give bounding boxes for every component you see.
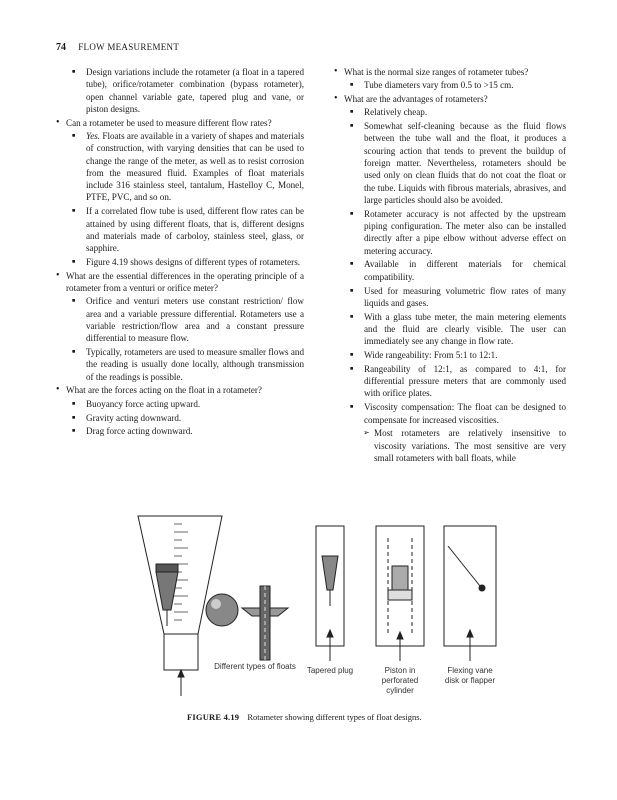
item-text: Wide rangeability: From 5:1 to 12:1. — [364, 350, 498, 361]
item-text: Used for measuring volumetric flow rates of many liquids and gases. — [364, 285, 566, 308]
bullet-item — [56, 205, 304, 254]
label-flexing-vane: Flexing vane disk or flapper — [444, 666, 496, 685]
item-text: With a glass tube meter, the main metering elements and the fluid are clearly visible. The user can immediately see any change in flow rate. — [364, 311, 566, 347]
ball-float — [206, 594, 238, 626]
question-item — [56, 270, 304, 295]
right-text-column — [334, 66, 566, 464]
bullet-item — [334, 363, 566, 400]
item-text: Somewhat self-cleaning because as the fluid flows between the tube wall and the float, it produces a scouring action that tends to prevent the buildup of foreign matter. Nevertheless, rotameters should be used only on clean fluids that do not coat the float or the tube. Liquids with fibrous materials, abrasives, and large particles should also be avoided. — [364, 121, 566, 205]
question-item — [334, 66, 566, 78]
question-item — [334, 93, 566, 105]
piston-meter — [376, 526, 424, 661]
item-text: Typically, rotameters are used to measure smaller flows and the reading is usually done locally, although transmission of the readings is possible. — [86, 347, 304, 382]
bullet-item — [334, 311, 566, 348]
item-text: Orifice and venturi meters use constant restriction/ flow area and a variable pressure differential. Rotameters use a variable restriction/flow area and a constant pressure differential to measure flow. — [86, 296, 304, 344]
item-text: Relatively cheap. — [364, 107, 428, 118]
piston — [392, 566, 408, 590]
conical-float — [156, 564, 178, 626]
disk-float — [242, 586, 288, 660]
bullet-item — [334, 258, 566, 283]
vane-flow-arrow — [467, 630, 473, 637]
item-text: What is the normal size ranges of rotameter tubes? — [344, 67, 529, 77]
figure-caption-label: FIGURE 4.19 — [187, 712, 240, 722]
item-text: Can a rotameter be used to measure different flow rates? — [66, 117, 272, 128]
item-text: What are the advantages of rotameters? — [344, 94, 488, 105]
bullet-item — [334, 79, 566, 91]
bullet-item — [56, 412, 304, 424]
inlet-fitting — [164, 634, 198, 670]
vane-pivot — [479, 585, 485, 591]
question-item — [56, 384, 304, 396]
tapered-plug — [322, 556, 338, 590]
bullet-item — [56, 398, 304, 410]
vane-housing — [444, 526, 496, 646]
flexing-vane-meter — [444, 526, 496, 661]
question-item — [56, 117, 304, 129]
item-text: What are the essential differences in the operating principle of a rotameter from a venturi or orifice meter? — [66, 270, 304, 294]
item-text: Most rotameters are relatively insensitive to viscosity variations. The most sensitive are very small rotameters with ball floats, while — [374, 428, 566, 463]
bullet-item — [334, 208, 566, 257]
bullet-item — [56, 425, 304, 437]
item-text: Rotameter accuracy is not affected by the upstream piping configuration. The meter also can be installed directly after a pipe elbow without adverse effect on metering accuracy. — [364, 208, 566, 256]
bullet-item — [56, 130, 304, 204]
running-header — [56, 42, 179, 53]
item-text: Drag force acting downward. — [86, 426, 193, 437]
bullet-item — [334, 120, 566, 206]
plug-flow-arrow — [327, 630, 333, 637]
piston-flow-arrow — [397, 632, 403, 639]
label-tapered-plug: Tapered plug — [306, 666, 354, 675]
bullet-item — [334, 285, 566, 310]
item-text: Gravity acting downward. — [86, 412, 182, 423]
figure-4-19 — [130, 486, 510, 700]
bullet-item — [56, 346, 304, 383]
item-text: What are the forces acting on the float in a rotameter? — [66, 385, 262, 396]
item-text: Available in different materials for chemical compatibility. — [364, 259, 566, 282]
sub-bullet-item — [334, 427, 566, 464]
item-text: Floats are available in a variety of shapes and materials of construction, with varying densities that can be used to change the range of the meter, as well as to resist corrosion from the measured fluid. Examples of float materials include 316 stainless steel, tantalum, Hastelloy C, Monel, PTFE, PVC, and so on. — [86, 130, 304, 203]
item-text: If a correlated flow tube is used, different flow rates can be attained by using different floats, that is, different designs and materials made of carboloy, stainless steel, glass, or sapphire. — [86, 206, 304, 254]
item-text: Buoyancy force acting upward. — [86, 398, 201, 409]
figure-caption — [187, 712, 422, 722]
item-text: Rangeability of 12:1, as compared to 4:1, for differential pressure meters that are commonly used with orifice plates. — [364, 363, 566, 399]
bullet-item — [334, 401, 566, 426]
item-text: Tube diameters vary from 0.5 to >15 cm. — [364, 80, 514, 91]
bullet-item — [56, 66, 304, 115]
bullet-item — [334, 106, 566, 118]
item-text: Figure 4.19 shows designs of different types of rotameters. — [86, 256, 301, 267]
item-text: Design variations include the rotameter (a float in a tapered tube), orifice/rotameter combination (bypass rotameter), open channel variable gate, tapered plug and vane, or piston designs. — [86, 67, 304, 114]
bullet-item — [56, 256, 304, 268]
flow-arrow-head — [178, 670, 184, 677]
bullet-item — [56, 295, 304, 344]
emphasis-text: Yes. — [86, 130, 101, 141]
label-different-floats: Different types of floats — [214, 662, 296, 671]
tapered-plug-meter — [316, 526, 344, 661]
label-piston: Piston in perforated cylinder — [381, 666, 419, 695]
item-text: Viscosity compensation: The float can be designed to compensate for increased viscosities. — [364, 402, 566, 425]
figure-caption-text: Rotameter showing different types of float designs. — [247, 712, 422, 722]
page-number: 74 — [56, 42, 66, 53]
vane — [448, 546, 480, 586]
left-text-column — [56, 66, 304, 439]
running-section-title: FLOW MEASUREMENT — [78, 42, 180, 52]
bullet-item — [334, 349, 566, 361]
